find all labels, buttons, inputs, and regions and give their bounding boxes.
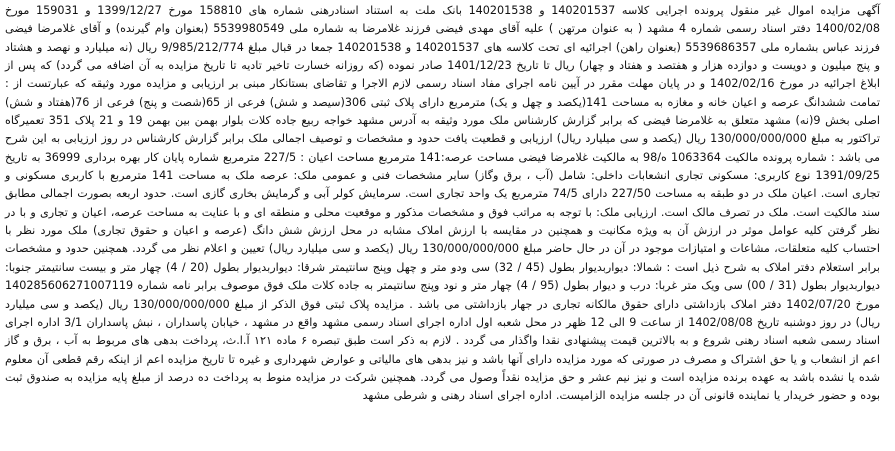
notice-body-text: آگهی مزایده اموال غیر منقول پرونده اجرایی کلاسه 140201537 و 140201538 بانک ملت به استناد اسنادرهنی شماره های 158810 مورخ 1399/12/27 و 159031 مورخ 1400/02/08 دفتر اسناد رسمی شماره 4 مشهد ( به عنوان مرتهن ) علیه آقای مهدی فیضی فرزند غلامرضا به شماره ملی 5539980549 (بعنوان وام گیرنده) و آقای غلامرضا فیضی فرزند عباس بشماره ملی 5539686357 (بعنوان راهن) اجرائیه ای تحت کلاسه های 140201537 و 140201538 جمعا در قبال مبلغ 9/985/212/774 ریال (نه میلیارد و نهصد و هشتاد و پنج میلیون و دویست و دوازده هزار و هفتصد و هفتاد و چهار) ریال تا تاریخ 1401/12/23 صادر نموده (که روزانه خسارت تاخیر تادیه تا تاریخ مزایده به آن اضافه می گردد) که پس از ابلاغ اجرائیه در مورخ 1402/02/16 و در پایان مهلت مقرر در آیین نامه اجرای مفاد اسناد رسمی لازم الاجرا و تقاضای بستانکار مبنی بر ارزیابی و مزایده مورد وثیقه که عبارتست از : تمامت ششدانگ عرصه و اعیان خانه و مغازه به مساحت 141(یکصد و چهل و یک) مترمربع دارای پلاک ثبتی 306(سیصد و شش) فرعی از 65(شصت و پنج) فرعی از 76(هفتاد و شش) اصلی بخش 9(نه) مشهد متعلق به غلامرضا فیضی که برابر گزارش کارشناس ملک مورد وثیقه به آدرس مشهد خواجه ربیع جاده کلات بلوار بهمن بین بهمن 19 و 21 پلاک 351 تعمیرگاه تراکتور به مبلغ 130/000/000/000 ریال (یکصد و سی میلیارد ریال) ارزیابی و قطعیت یافت حدود و مشخصات و توصیف اجمالی ملک برابر گزارش کارشناس در روز ارزیابی به این شرح می باشد : شماره پرونده مالکیت 1063364 ه/98 به مالکیت غلامرضا فیضی مساحت عرصه:141 مترمربع مساحت اعیان : 227/5 مترمربع شماره پایان کار بهره برداری 36999 به تاریخ 1391/09/25 نوع کاربری: مسکونی تجاری انشعابات داخلی: شامل (آب ، برق وگاز) سایر مشخصات فنی و عمومی ملک: عرصه ملک به مساحت 141 مترمربع با کاربری مسکونی و تجاری است. اعیان ملک در دو طبقه به مساحت 227/50 دارای 74/5 مترمربع یک واحد تجاری است. سرمایش کولر آبی و گرمایش بخاری گازی است. حدود اربعه بصورت اجمالی مطابق سند مالکیت است. ملک در تصرف مالک است. ارزیابی ملک: با توجه به مراتب فوق و مشخصات مذکور و موقعیت محلی و منطقه ای و با عنایت به مساحت عرصه، اعیان و تجاری و با در نظر گرفتن کلیه عوامل موثر در ارزش آن به ویژه مکانیت و همچنین در مقایسه با ارزش املاک مشابه در محل ارزش شش دانگ (عرصه و اعیان و حقوق تجاری) ملک مورد نظر با احتساب کلیه متعلقات، مشاعات و امتیازات موجود در آن در حال حاضر مبلغ 130/000/000/000 ریال (یکصد و سی میلیارد ریال) تعیین و اعلام نظر می گردد. همچنین حدود و مشخصات برابر استعلام دفتر املاک به شرح ذیل است : شمالا: دیواربدیوار بطول (45 / 32) سی ودو متر و چهل وپنج سانتیمتر شرقا: دیواربدیوار بطول (20 / 4) چهار متر و بیست سانتیمتر جنوبا: دیواربدیوار بطول (31 / 00) سی ویک متر غربا: درب و دیوار بطول (95 / 4) چهار متر و نود وپنج سانتیمتر به جاده کلات ملک فوق موصوف برابر نامه شماره 140285606271007119 مورخ 1402/07/20 دفتر املاک بازداشتی دارای حقوق مالکانه تجاری در جهار بازداشتی می باشد . مزایده پلاک ثبتی فوق الذکر از مبلغ 130/000/000/000 ریال (یکصد و سی میلیارد ریال) در روز دوشنبه تاریخ 1402/08/08 از ساعت 9 الی 12 ظهر در محل شعبه اول اداره اجرای اسناد رسمی مشهد واقع در مشهد ، خیابان پاسداران ، نبش پاسداران 3/1 اداره اجرای اسناد رسمی شعبه اسناد رهنی شروع و به بالاترین قیمت پیشنهادی نقدا واگذار می گردد . لازم به ذکر است طبق تبصره ۶ ماده ۱۲۱ آ.ا.ث، پرداخت بدهی های مربوط به آب ، برق و گاز اعم از انشعاب و یا حق اشتراک و مصرف در صورتی که مورد مزایده دارای آنها باشد و نیز بدهی های مالیاتی و عوارض شهرداری و غیره تا تاریخ مزایده اعم از اینکه رقم قطعی آن معلوم شده یا نشده باشد به عهده برنده مزایده است و نیز نیم عشر و حق مزایده نقداً وصول می گردد. همچنین شرکت در مزایده منوط به پرداخت ده درصد از مبلغ پایه مزایده به صندوق ثبت بوده و حضور خریدار یا نماینده قانونی آن در جلسه مزایده الزامیست. اداره اجرای اسناد رهنی و شرطی مشهد bbox=[5, 4, 881, 403]
